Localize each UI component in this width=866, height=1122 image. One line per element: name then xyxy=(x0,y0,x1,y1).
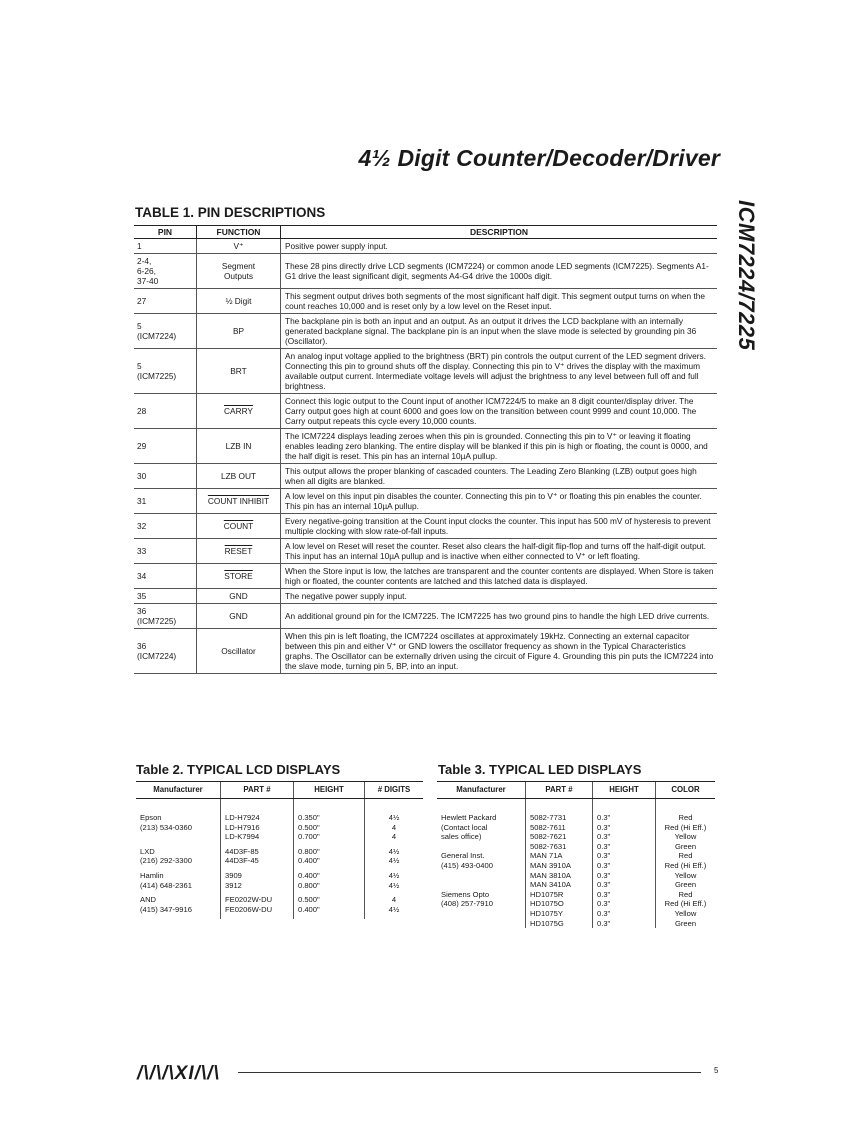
led-part-numbers: 5082-7731 5082-7611 5082-7621 5082-7631 xyxy=(526,799,593,852)
pin-description: Every negative-going transition at the Count input clocks the counter. This input has 500 mV of hysteresis to prevent multiple clocking with slow rate-of-fall inputs. xyxy=(281,514,718,539)
pin-number: 35 xyxy=(134,589,197,604)
table-row xyxy=(134,564,717,589)
pin-function-label: Segment Outputs xyxy=(221,261,256,281)
pin-number: 5 (ICM7224) xyxy=(134,314,197,349)
pin-function-label: BP xyxy=(232,326,245,336)
led-heights: 0.3" 0.3" 0.3" 0.3" xyxy=(593,799,656,852)
table-row xyxy=(134,239,717,254)
pin-function xyxy=(197,254,281,289)
led-colors: Red Red (Hi Eff.) Yellow Green xyxy=(656,890,716,928)
pin-function-label: LZB OUT xyxy=(220,471,257,481)
table-row xyxy=(134,604,717,629)
led-colors: Red Red (Hi Eff.) Yellow Green xyxy=(656,851,716,889)
pin-number: 34 xyxy=(134,564,197,589)
pin-function-label: COUNT xyxy=(223,521,254,531)
pin-number: 28 xyxy=(134,394,197,429)
lcd-heights: 0.400" 0.800" xyxy=(294,871,365,895)
pin-description: Positive power supply input. xyxy=(281,239,718,254)
led-part-numbers: MAN 71A MAN 3910A MAN 3810A MAN 3410A xyxy=(526,851,593,889)
lcd-column-digits: # DIGITS xyxy=(365,782,424,799)
lcd-heights: 0.500" 0.400" xyxy=(294,895,365,919)
pin-function xyxy=(197,539,281,564)
table-row xyxy=(134,464,717,489)
pin-description: An analog input voltage applied to the brightness (BRT) pin controls the output current of the LED segment drivers. Connecting this pin to ground shuts off the display. Connecting this pin to V⁺ drives the display with the maximum available output current. Intermediate voltage levels will adjust the brightness to any level between full off and full brightness. xyxy=(281,349,718,394)
table-row xyxy=(437,799,715,852)
table-row xyxy=(136,895,423,919)
pin-function-label: Oscillator xyxy=(221,646,256,656)
table-row xyxy=(136,799,423,847)
led-column-manufacturer: Manufacturer xyxy=(437,782,526,799)
pin-number: 27 xyxy=(134,289,197,314)
pin-function-label: ½ Digit xyxy=(225,296,252,306)
pin-function-label: CARRY xyxy=(224,406,253,416)
lcd-manufacturer: Hamlin (414) 648-2361 xyxy=(140,870,192,890)
table1-heading: TABLE 1. PIN DESCRIPTIONS xyxy=(135,205,326,220)
table-row xyxy=(134,314,717,349)
led-column-part: PART # xyxy=(526,782,593,799)
lcd-manufacturer: AND (415) 347-9916 xyxy=(140,895,192,914)
pin-function-label: COUNT INHIBIT xyxy=(207,496,270,506)
pin-description: The negative power supply input. xyxy=(281,589,718,604)
side-part-number: ICM7224/7225 xyxy=(734,200,759,351)
lcd-heights: 0.350" 0.500" 0.700" xyxy=(294,799,365,847)
pin-function xyxy=(197,349,281,394)
lcd-table-body xyxy=(136,799,423,920)
pin-number: 29 xyxy=(134,429,197,464)
lcd-part-numbers: 44D3F-85 44D3F-45 xyxy=(221,847,294,871)
pin-table-body xyxy=(134,239,717,674)
table-row xyxy=(136,847,423,871)
pin-function-label: GND xyxy=(229,591,248,601)
lcd-column-part: PART # xyxy=(221,782,294,799)
pin-number: 32 xyxy=(134,514,197,539)
pin-function xyxy=(197,239,281,254)
led-heights: 0.3" 0.3" 0.3" 0.3" xyxy=(593,851,656,889)
footer-rule xyxy=(238,1072,701,1073)
led-table-body xyxy=(437,799,715,929)
lcd-manufacturer: LXD (216) 292-3300 xyxy=(140,846,192,866)
table-row xyxy=(134,394,717,429)
table2-heading: Table 2. TYPICAL LCD DISPLAYS xyxy=(136,762,341,777)
led-heights: 0.3" 0.3" 0.3" 0.3" xyxy=(593,890,656,928)
pin-description: This segment output drives both segments of the most significant half digit. This segment output turns on when the count reaches 10,000 and is reset only by a low level on the Reset input. xyxy=(281,289,718,314)
lcd-manufacturer: Epson (213) 534-0360 xyxy=(140,813,192,832)
pin-description: Connect this logic output to the Count input of another ICM7224/5 to make an 8 digit counter/display driver. The Carry output goes high at count 6000 and goes low on the transition between count 9999 and count 10,000. The Carry output repeats this cycle every 10,000 counts. xyxy=(281,394,718,429)
pin-number: 36 (ICM7224) xyxy=(134,629,197,674)
led-column-height: HEIGHT xyxy=(593,782,656,799)
pin-function xyxy=(197,629,281,674)
table-row xyxy=(134,349,717,394)
pin-function-label: LZB IN xyxy=(225,441,252,451)
pin-description: These 28 pins directly drive LCD segments (ICM7224) or common anode LED segments (ICM7225). Segments A1-G1 drive the least significant digit, segments A4-G4 drive the 1000s digit. xyxy=(281,254,718,289)
pin-description: When this pin is left floating, the ICM7224 oscillates at approximately 19kHz. Connecting an external capacitor between this pin and either V⁺ or GND lowers the oscillator frequency as shown in the Typical Characteristics graphs. The Oscillator can be externally driven using the circuit of Figure 4. Grounding this pin puts the ICM7224 into the slave mode, turning pin 5, BP, into an input. xyxy=(281,629,718,674)
pin-number: 30 xyxy=(134,464,197,489)
pin-description: The ICM7224 displays leading zeroes when this pin is grounded. Connecting this pin to V⁺ or leaving it floating enables leading zero blanking. The entire display will be blanked if this pin is high or floating, the count is 0000, and the half digit is reset. This pin has an internal 10µA pullup. xyxy=(281,429,718,464)
table-row xyxy=(134,514,717,539)
pin-function-label: RESET xyxy=(224,546,253,556)
page-title: 4½ Digit Counter/Decoder/Driver xyxy=(358,145,720,171)
lcd-digits: 4½ 4½ xyxy=(365,871,424,895)
pin-function-label: STORE xyxy=(224,571,253,581)
pin-description: The backplane pin is both an input and an output. As an output it drives the LCD backplane with an internally generated backplane signal. The backplane pin is an input when the slave mode is selected by grounding pin 36 (Oscillator). xyxy=(281,314,718,349)
led-manufacturer: Hewlett Packard (Contact local sales office) xyxy=(441,813,497,842)
pin-number: 2-4, 6-26, 37-40 xyxy=(134,254,197,289)
led-column-color: COLOR xyxy=(656,782,716,799)
lcd-part-numbers: FE0202W-DU FE0206W-DU xyxy=(221,895,294,919)
lcd-column-height: HEIGHT xyxy=(294,782,365,799)
lcd-digits: 4½ 4 4 xyxy=(365,799,424,847)
table-row xyxy=(134,489,717,514)
pin-function xyxy=(197,564,281,589)
table-row xyxy=(136,871,423,895)
led-part-numbers: HD1075R HD1075O HD1075Y HD1075G xyxy=(526,890,593,928)
pin-function xyxy=(197,589,281,604)
column-header-description: DESCRIPTION xyxy=(281,226,718,239)
pin-function xyxy=(197,514,281,539)
table-row xyxy=(134,539,717,564)
column-header-function: FUNCTION xyxy=(197,226,281,239)
pin-function xyxy=(197,289,281,314)
lcd-part-numbers: LD-H7924 LD-H7916 LD-K7994 xyxy=(221,799,294,847)
pin-description: When the Store input is low, the latches are transparent and the counter contents are displayed. When Store is taken high or floated, the counter contents are latched and this latched data is displayed. xyxy=(281,564,718,589)
pin-function xyxy=(197,604,281,629)
led-manufacturer: Siemens Opto (408) 257-7910 xyxy=(441,889,493,909)
led-colors: Red Red (Hi Eff.) Yellow Green xyxy=(656,799,716,852)
pin-number: 33 xyxy=(134,539,197,564)
pin-number: 1 xyxy=(134,239,197,254)
table-row xyxy=(437,851,715,889)
table-row xyxy=(134,629,717,674)
led-manufacturer: General Inst. (415) 493-0400 xyxy=(441,851,493,870)
pin-function-label: V⁺ xyxy=(233,241,244,251)
table-row xyxy=(134,429,717,464)
pin-number: 5 (ICM7225) xyxy=(134,349,197,394)
lcd-part-numbers: 3909 3912 xyxy=(221,871,294,895)
lcd-displays-table xyxy=(136,781,423,919)
table-row xyxy=(134,254,717,289)
pin-number: 36 (ICM7225) xyxy=(134,604,197,629)
pin-function xyxy=(197,429,281,464)
pin-number: 31 xyxy=(134,489,197,514)
pin-function-label: BRT xyxy=(230,366,247,376)
page-number: 5 xyxy=(714,1066,719,1075)
lcd-column-manufacturer: Manufacturer xyxy=(136,782,221,799)
pin-function xyxy=(197,464,281,489)
led-displays-table xyxy=(437,781,715,928)
maxim-logo: /\/\/\XI/\/\ xyxy=(137,1063,220,1084)
pin-function xyxy=(197,394,281,429)
table-row xyxy=(437,890,715,928)
pin-description: An additional ground pin for the ICM7225. The ICM7225 has two ground pins to handle the high LED drive currents. xyxy=(281,604,718,629)
pin-function xyxy=(197,314,281,349)
pin-function-label: GND xyxy=(229,611,248,621)
lcd-digits: 4 4½ xyxy=(365,895,424,919)
column-header-pin: PIN xyxy=(134,226,197,239)
pin-descriptions-table xyxy=(134,225,717,674)
pin-description: A low level on Reset will reset the counter. Reset also clears the half-digit flip-flop and turns off the half-digit output. This input has an internal 10µA pullup and is inactive when either connected to V⁺ or left floating. xyxy=(281,539,718,564)
table-row xyxy=(134,289,717,314)
lcd-digits: 4½ 4½ xyxy=(365,847,424,871)
pin-function xyxy=(197,489,281,514)
pin-description: This output allows the proper blanking of cascaded counters. The Leading Zero Blanking (LZB) output goes high when all digits are blanked. xyxy=(281,464,718,489)
lcd-heights: 0.800" 0.400" xyxy=(294,847,365,871)
table-row xyxy=(134,589,717,604)
table3-heading: Table 3. TYPICAL LED DISPLAYS xyxy=(438,762,642,777)
pin-description: A low level on this input pin disables the counter. Connecting this pin to V⁺ or floating this pin enables the counter. This pin has an internal 10µA pullup. xyxy=(281,489,718,514)
